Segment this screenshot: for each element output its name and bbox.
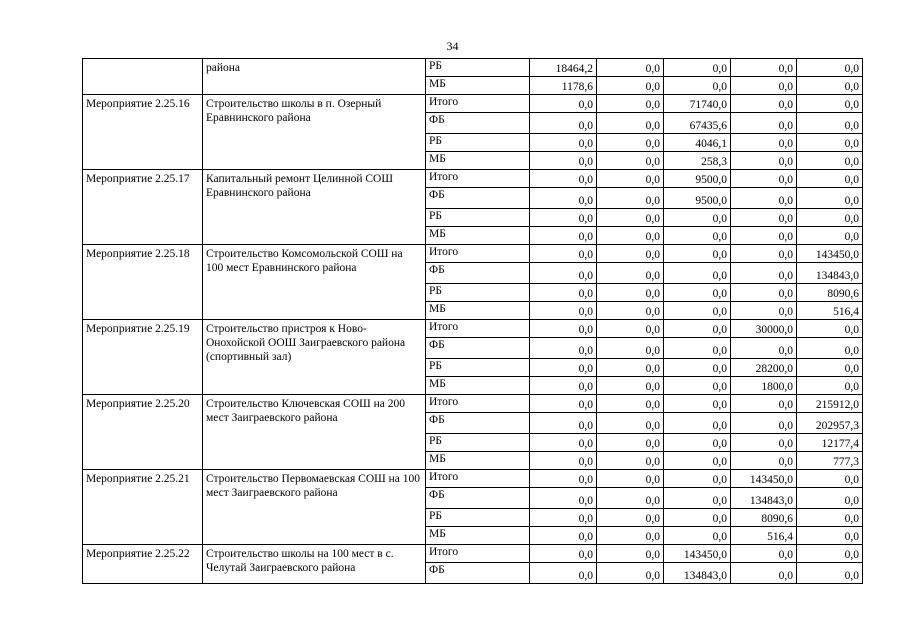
amount-cell: 0,0 [597, 395, 664, 413]
amount-cell: 0,0 [797, 95, 863, 113]
amount-cell: 0,0 [797, 59, 863, 77]
amount-cell: 215912,0 [797, 395, 863, 413]
funding-source-cell: РБ [426, 359, 530, 377]
amount-cell: 0,0 [530, 452, 597, 470]
amount-cell: 0,0 [797, 338, 863, 359]
amount-cell: 0,0 [530, 209, 597, 227]
event-id-cell: Мероприятие 2.25.22 [83, 545, 203, 584]
amount-cell: 0,0 [530, 152, 597, 170]
amount-cell: 4046,1 [664, 134, 731, 152]
amount-cell: 0,0 [530, 413, 597, 434]
amount-cell: 0,0 [797, 134, 863, 152]
amount-cell: 0,0 [664, 434, 731, 452]
amount-cell: 258,3 [664, 152, 731, 170]
amount-cell: 0,0 [597, 209, 664, 227]
amount-cell: 0,0 [731, 59, 797, 77]
amount-cell: 0,0 [597, 527, 664, 545]
funding-source-cell: ФБ [426, 413, 530, 434]
event-name-cell: Капитальный ремонт Целинной СОШ Еравнинского района [203, 170, 426, 245]
amount-cell: 0,0 [797, 377, 863, 395]
amount-cell: 0,0 [530, 488, 597, 509]
amount-cell: 0,0 [597, 338, 664, 359]
event-id-cell: Мероприятие 2.25.18 [83, 245, 203, 320]
amount-cell: 0,0 [664, 245, 731, 263]
table-row [83, 95, 863, 113]
event-name-cell: Строительство Первомаевская СОШ на 100 мест Заиграевского района [203, 470, 426, 545]
amount-cell: 0,0 [597, 152, 664, 170]
amount-cell: 0,0 [797, 113, 863, 134]
event-id-cell: Мероприятие 2.25.21 [83, 470, 203, 545]
amount-cell: 0,0 [664, 452, 731, 470]
funding-source-cell: Итого [426, 170, 530, 188]
funding-source-cell: ФБ [426, 113, 530, 134]
event-name-cell: Строительство пристроя к Ново-Онохойской ООШ Заиграевского района (спортивный зал) [203, 320, 426, 395]
funding-source-cell: Итого [426, 245, 530, 263]
amount-cell: 0,0 [530, 377, 597, 395]
amount-cell: 0,0 [597, 245, 664, 263]
amount-cell: 0,0 [731, 263, 797, 284]
amount-cell: 0,0 [530, 359, 597, 377]
amount-cell: 0,0 [597, 302, 664, 320]
amount-cell: 71740,0 [664, 95, 731, 113]
funding-source-cell: ФБ [426, 338, 530, 359]
amount-cell: 0,0 [664, 77, 731, 95]
amount-cell: 0,0 [597, 113, 664, 134]
amount-cell: 0,0 [597, 134, 664, 152]
table-row [83, 545, 863, 563]
amount-cell: 0,0 [797, 470, 863, 488]
amount-cell: 0,0 [530, 470, 597, 488]
amount-cell: 777,3 [797, 452, 863, 470]
amount-cell: 0,0 [530, 563, 597, 584]
page-number: 34 [446, 39, 459, 53]
event-name-cell: Строительство школы на 100 мест в с. Челутай Заиграевского района [203, 545, 426, 584]
event-name-cell: Строительство Ключевская СОШ на 200 мест Заиграевского района [203, 395, 426, 470]
funding-source-cell: Итого [426, 545, 530, 563]
amount-cell: 143450,0 [731, 470, 797, 488]
amount-cell: 0,0 [731, 452, 797, 470]
funding-source-cell: Итого [426, 395, 530, 413]
amount-cell: 0,0 [731, 170, 797, 188]
amount-cell: 0,0 [530, 320, 597, 338]
amount-cell: 0,0 [664, 302, 731, 320]
amount-cell: 0,0 [797, 152, 863, 170]
event-id-cell: Мероприятие 2.25.19 [83, 320, 203, 395]
amount-cell: 0,0 [797, 170, 863, 188]
amount-cell: 0,0 [530, 302, 597, 320]
amount-cell: 0,0 [664, 527, 731, 545]
funding-source-cell: ФБ [426, 488, 530, 509]
amount-cell: 0,0 [797, 488, 863, 509]
amount-cell: 0,0 [664, 509, 731, 527]
amount-cell: 0,0 [797, 359, 863, 377]
amount-cell: 0,0 [731, 302, 797, 320]
amount-cell: 0,0 [731, 113, 797, 134]
funding-source-cell: РБ [426, 434, 530, 452]
amount-cell: 0,0 [597, 452, 664, 470]
amount-cell: 0,0 [597, 227, 664, 245]
amount-cell: 0,0 [797, 545, 863, 563]
amount-cell: 0,0 [664, 359, 731, 377]
amount-cell: 0,0 [731, 338, 797, 359]
funding-source-cell: Итого [426, 320, 530, 338]
amount-cell: 0,0 [597, 59, 664, 77]
amount-cell: 0,0 [731, 284, 797, 302]
amount-cell: 134843,0 [797, 263, 863, 284]
table-row [83, 59, 863, 77]
amount-cell: 516,4 [797, 302, 863, 320]
amount-cell: 0,0 [664, 470, 731, 488]
amount-cell: 0,0 [530, 134, 597, 152]
amount-cell: 0,0 [597, 377, 664, 395]
amount-cell: 0,0 [797, 320, 863, 338]
event-id-cell: Мероприятие 2.25.16 [83, 95, 203, 170]
event-name-cell: Строительство школы в п. Озерный Еравнинского района [203, 95, 426, 170]
table-row [83, 170, 863, 188]
table-row [83, 470, 863, 488]
amount-cell: 0,0 [530, 188, 597, 209]
amount-cell: 0,0 [530, 227, 597, 245]
table-row [83, 245, 863, 263]
event-name-cell: Строительство Комсомольской СОШ на 100 мест Еравнинского района [203, 245, 426, 320]
amount-cell: 0,0 [664, 320, 731, 338]
amount-cell: 0,0 [731, 413, 797, 434]
amount-cell: 0,0 [797, 188, 863, 209]
funding-source-cell: Итого [426, 95, 530, 113]
amount-cell: 0,0 [797, 509, 863, 527]
funding-source-cell: Итого [426, 470, 530, 488]
event-name-cell: района [203, 59, 426, 95]
amount-cell: 8090,6 [731, 509, 797, 527]
event-id-cell: Мероприятие 2.25.17 [83, 170, 203, 245]
amount-cell: 202957,3 [797, 413, 863, 434]
amount-cell: 28200,0 [731, 359, 797, 377]
amount-cell: 0,0 [530, 170, 597, 188]
funding-source-cell: МБ [426, 77, 530, 95]
amount-cell: 0,0 [530, 284, 597, 302]
amount-cell: 0,0 [664, 284, 731, 302]
amount-cell: 0,0 [530, 245, 597, 263]
amount-cell: 0,0 [597, 263, 664, 284]
amount-cell: 0,0 [731, 134, 797, 152]
amount-cell: 0,0 [597, 434, 664, 452]
funding-source-cell: ФБ [426, 563, 530, 584]
amount-cell: 0,0 [731, 395, 797, 413]
amount-cell: 0,0 [797, 527, 863, 545]
amount-cell: 0,0 [530, 338, 597, 359]
amount-cell: 0,0 [797, 563, 863, 584]
table-body [83, 59, 863, 584]
amount-cell: 134843,0 [731, 488, 797, 509]
amount-cell: 0,0 [597, 359, 664, 377]
amount-cell: 0,0 [530, 509, 597, 527]
amount-cell: 0,0 [664, 209, 731, 227]
amount-cell: 516,4 [731, 527, 797, 545]
amount-cell: 0,0 [731, 77, 797, 95]
amount-cell: 0,0 [530, 434, 597, 452]
amount-cell: 0,0 [530, 545, 597, 563]
funding-source-cell: РБ [426, 509, 530, 527]
amount-cell: 0,0 [664, 377, 731, 395]
amount-cell: 134843,0 [664, 563, 731, 584]
amount-cell: 0,0 [530, 95, 597, 113]
amount-cell: 0,0 [597, 188, 664, 209]
amount-cell: 0,0 [597, 320, 664, 338]
amount-cell: 0,0 [530, 527, 597, 545]
amount-cell: 1178,6 [530, 77, 597, 95]
funding-source-cell: ФБ [426, 188, 530, 209]
amount-cell: 0,0 [664, 227, 731, 245]
amount-cell: 0,0 [597, 545, 664, 563]
amount-cell: 0,0 [530, 395, 597, 413]
amount-cell: 0,0 [731, 95, 797, 113]
amount-cell: 143450,0 [797, 245, 863, 263]
amount-cell: 0,0 [664, 488, 731, 509]
amount-cell: 1800,0 [731, 377, 797, 395]
funding-source-cell: МБ [426, 452, 530, 470]
amount-cell: 0,0 [597, 413, 664, 434]
amount-cell: 0,0 [597, 77, 664, 95]
funding-source-cell: РБ [426, 134, 530, 152]
amount-cell: 0,0 [797, 209, 863, 227]
amount-cell: 0,0 [731, 434, 797, 452]
amount-cell: 0,0 [731, 152, 797, 170]
amount-cell: 0,0 [597, 470, 664, 488]
amount-cell: 12177,4 [797, 434, 863, 452]
amount-cell: 0,0 [731, 245, 797, 263]
event-id-cell: Мероприятие 2.25.20 [83, 395, 203, 470]
event-id-cell [83, 59, 203, 95]
amount-cell: 0,0 [664, 59, 731, 77]
amount-cell: 0,0 [597, 284, 664, 302]
amount-cell: 0,0 [597, 488, 664, 509]
funding-source-cell: МБ [426, 527, 530, 545]
funding-source-cell: МБ [426, 227, 530, 245]
funding-source-cell: ФБ [426, 263, 530, 284]
amount-cell: 0,0 [597, 170, 664, 188]
amount-cell: 0,0 [731, 227, 797, 245]
amount-cell: 0,0 [597, 563, 664, 584]
amount-cell: 0,0 [664, 263, 731, 284]
amount-cell: 0,0 [530, 113, 597, 134]
amount-cell: 0,0 [731, 545, 797, 563]
amount-cell: 0,0 [597, 95, 664, 113]
funding-source-cell: МБ [426, 377, 530, 395]
amount-cell: 0,0 [731, 563, 797, 584]
funding-source-cell: РБ [426, 284, 530, 302]
amount-cell: 18464,2 [530, 59, 597, 77]
amount-cell: 9500,0 [664, 170, 731, 188]
amount-cell: 0,0 [597, 509, 664, 527]
amount-cell: 143450,0 [664, 545, 731, 563]
funding-table [82, 58, 863, 584]
funding-source-cell: РБ [426, 59, 530, 77]
table-row [83, 320, 863, 338]
amount-cell: 8090,6 [797, 284, 863, 302]
amount-cell: 0,0 [664, 338, 731, 359]
amount-cell: 0,0 [731, 209, 797, 227]
amount-cell: 0,0 [664, 395, 731, 413]
amount-cell: 0,0 [797, 77, 863, 95]
funding-source-cell: МБ [426, 302, 530, 320]
amount-cell: 9500,0 [664, 188, 731, 209]
funding-source-cell: МБ [426, 152, 530, 170]
funding-source-cell: РБ [426, 209, 530, 227]
amount-cell: 0,0 [797, 227, 863, 245]
amount-cell: 30000,0 [731, 320, 797, 338]
table-row [83, 395, 863, 413]
amount-cell: 0,0 [664, 413, 731, 434]
amount-cell: 0,0 [530, 263, 597, 284]
amount-cell: 0,0 [731, 188, 797, 209]
amount-cell: 67435,6 [664, 113, 731, 134]
